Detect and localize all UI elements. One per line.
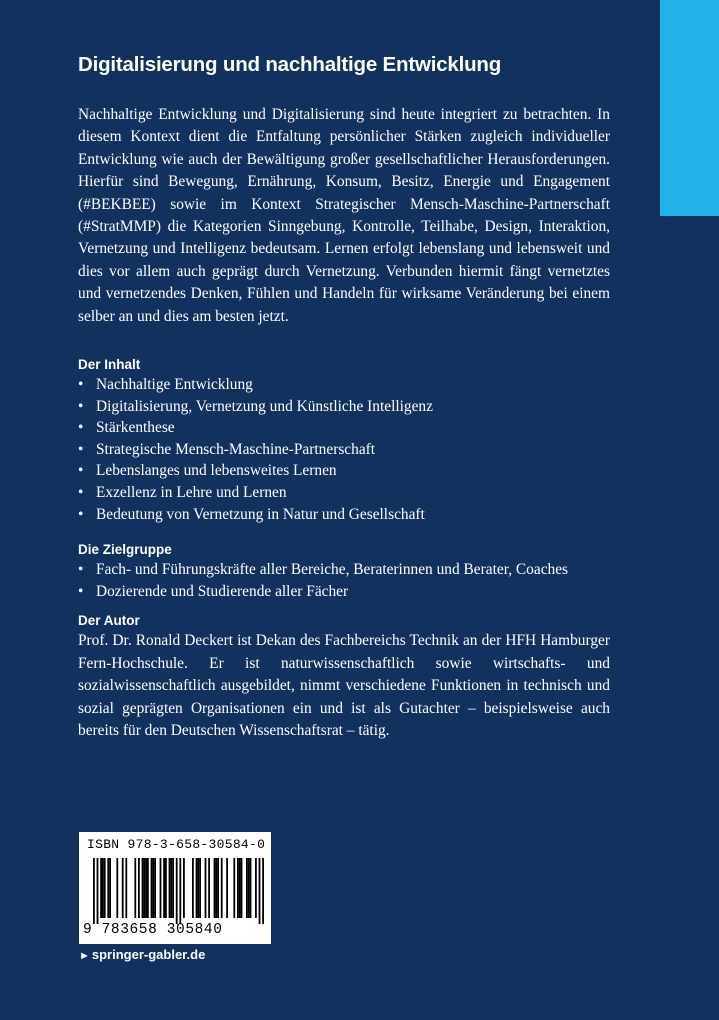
barcode-bar: [170, 858, 172, 918]
inhalt-list: [78, 374, 610, 525]
barcode-bar: [122, 858, 124, 918]
barcode-bar: [100, 858, 102, 918]
barcode-bar: [179, 858, 181, 924]
barcode-bar: [154, 858, 156, 918]
barcode-bar: [125, 858, 127, 918]
list-item-text: Exzellenz in Lehre und Lernen: [96, 484, 287, 502]
zielgruppe-heading: Die Zielgruppe: [78, 542, 172, 558]
list-item: [78, 417, 610, 439]
barcode-bar: [255, 858, 257, 918]
list-item-text: Lebenslanges und lebensweites Lernen: [96, 462, 337, 480]
list-item-text: Fach- und Führungskräfte aller Bereiche, Beraterinnen und Berater, Coaches: [96, 561, 569, 579]
back-cover-text: [78, 52, 610, 742]
barcode-bar: [163, 858, 165, 918]
accent-bar: [660, 0, 719, 216]
bullet-icon: •: [78, 440, 84, 458]
list-item: [78, 396, 610, 418]
barcode-bar: [143, 858, 145, 918]
list-item: [78, 460, 610, 482]
barcode-bar: [205, 858, 207, 918]
book-title: Digitalisierung und nachhaltige Entwicklung: [78, 53, 502, 76]
barcode-digits: 9 783658 305840: [83, 922, 223, 938]
isbn-barcode: [79, 832, 271, 944]
list-item-text: Digitalisierung, Vernetzung und Künstliche Intelligenz: [96, 397, 433, 415]
barcode-bar: [147, 858, 149, 918]
list-item: [78, 374, 610, 396]
bullet-icon: •: [78, 397, 84, 415]
website-link[interactable]: springer-gabler.de: [91, 947, 206, 962]
barcode-bar: [93, 858, 95, 924]
list-item-text: Nachhaltige Entwicklung: [96, 376, 253, 394]
bullet-icon: •: [78, 419, 84, 437]
bullet-icon: •: [78, 484, 84, 502]
barcode-bar: [246, 858, 248, 918]
barcode-bar: [102, 858, 104, 918]
barcode-bar: [237, 858, 239, 918]
barcode-bar: [250, 858, 252, 918]
barcode-bar: [259, 858, 261, 924]
barcode-bar: [116, 858, 118, 918]
arrow-icon: ►: [79, 950, 90, 962]
bullet-icon: •: [78, 582, 84, 600]
barcode-bar: [197, 858, 199, 918]
list-item-text: Stärkenthese: [96, 419, 175, 437]
barcode-bar: [217, 858, 219, 918]
barcode-bar: [138, 858, 140, 918]
list-item: [78, 482, 610, 504]
barcode-bar: [199, 858, 201, 918]
barcode-bar: [196, 858, 198, 918]
list-item-text: Strategische Mensch-Maschine-Partnerschaft: [96, 440, 376, 458]
barcode-bar: [176, 858, 178, 924]
barcode-bar: [208, 858, 210, 918]
barcode-bar: [109, 858, 111, 918]
barcode-bar: [134, 858, 136, 918]
list-item: [78, 439, 610, 461]
barcode-bar: [152, 858, 154, 918]
barcode-bars: [79, 858, 271, 924]
bullet-icon: •: [78, 505, 84, 523]
intro-paragraph: Nachhaltige Entwicklung und Digitalisierung sind heute integriert zu betrachten. In diesem Kontext dient die Entfaltung persönlicher Stärken zugleich individueller Entwicklung wie auch der Bewältigung großer gesellschaftlicher Herausforderungen. Hierfür sind Bewegung, Ernährung, Konsum, Besitz, Energie und Engagement (#BEKBEE) sowie im Kontext Strategischer Mensch-Maschine-Partnerschaft (#StratMMP) die Kategorien Sinngebung, Kontrolle, Teilhabe, Design, Interaktion, Vernetzung und Intelligenz bedeutsam. Lernen erfolgt lebenslang und lebensweit und dies vor allem auch geprägt durch Vernetzung. Verbunden hiermit fängt vernetztes und vernetzendes Denken, Fühlen und Handeln für wirksame Veränderung bei einem selber an und dies am besten jetzt.: [78, 106, 610, 325]
barcode-bar: [215, 858, 217, 918]
publisher-website[interactable]: [79, 946, 205, 965]
author-paragraph: Prof. Dr. Ronald Deckert ist Dekan des Fachbereichs Technik an der HFH Hamburger Fern-Hochschule. Er ist naturwissenschaftlich sowie wirtschafts- und sozialwissenschaftlich ausgebildet, nimmt verschiedene Funktionen in technisch und sozial geprägten Organisationen ein und ist als Gutachter – beispielsweise auch bereits für den Deutschen Wissenschaftsrat – tätig.: [78, 632, 610, 740]
barcode-bar: [165, 858, 167, 918]
barcode-bar: [221, 858, 223, 918]
bullet-icon: •: [78, 561, 84, 579]
isbn-label: ISBN 978-3-658-30584-0: [87, 837, 266, 852]
list-item-text: Dozierende und Studierende aller Fächer: [96, 582, 349, 600]
barcode-bar: [226, 858, 228, 918]
barcode-bar: [248, 858, 250, 918]
barcode-bar: [97, 858, 99, 924]
barcode-bar: [239, 858, 241, 918]
barcode-bar: [145, 858, 147, 918]
barcode-bar: [160, 858, 162, 918]
barcode-bar: [192, 858, 194, 918]
bullet-icon: •: [78, 462, 84, 480]
bullet-icon: •: [78, 376, 84, 394]
barcode-bar: [172, 858, 174, 918]
barcode-bar: [183, 858, 185, 918]
list-item: [78, 559, 610, 581]
barcode-bar: [214, 858, 216, 918]
barcode-bar: [142, 858, 144, 918]
barcode-bar: [169, 858, 171, 918]
list-item-text: Bedeutung von Vernetzung in Natur und Gesellschaft: [96, 505, 425, 523]
inhalt-heading: Der Inhalt: [78, 357, 141, 373]
autor-heading: Der Autor: [78, 613, 140, 629]
barcode-bar: [233, 858, 235, 918]
zielgruppe-list: [78, 559, 610, 602]
barcode-bar: [107, 858, 109, 918]
list-item: [78, 581, 610, 603]
barcode-bar: [241, 858, 243, 918]
barcode-bar: [262, 858, 264, 924]
barcode-bar: [151, 858, 153, 918]
list-item: [78, 504, 610, 526]
barcode-bar: [104, 858, 106, 918]
